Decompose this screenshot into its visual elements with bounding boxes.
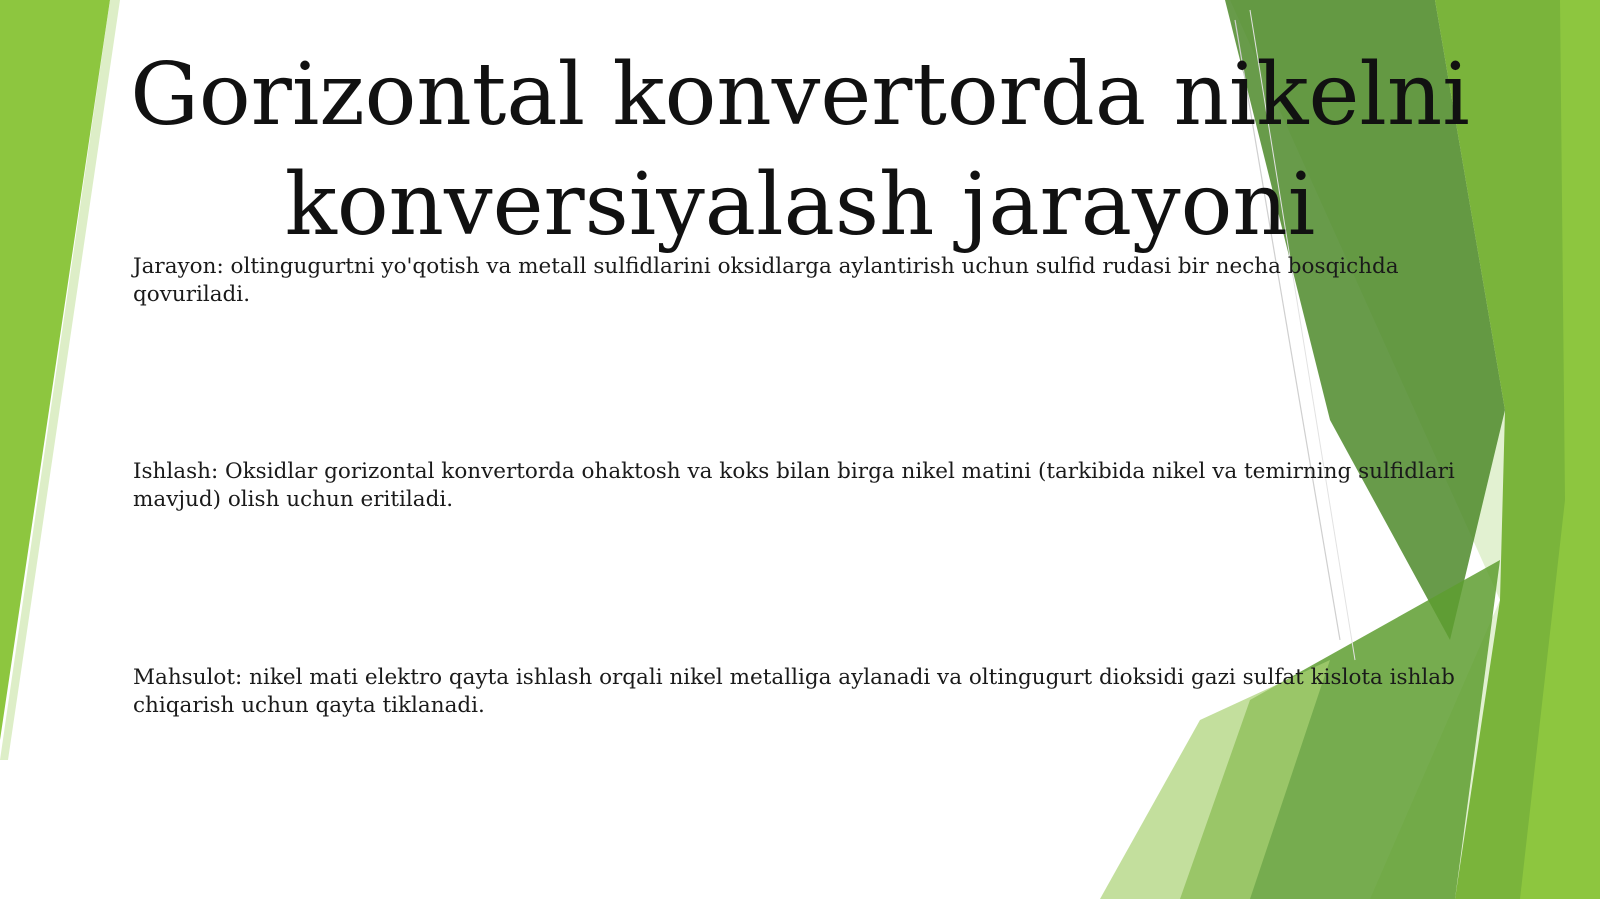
paragraph-mahsulot-line1: Mahsulot: nikel mati elektro qayta ishlash orqali nikel metalliga aylanadi va oltingugurt dioksidi gazi sulfat kislota ishlab [133, 665, 1455, 690]
paragraph-jarayon [133, 253, 1493, 309]
paragraph-mahsulot-line2: chiqarish uchun qayta tiklanadi. [133, 693, 485, 718]
slide-title-line2: konversiyalash jarayoni [284, 155, 1316, 255]
paragraph-ishlash-line2: mavjud) olish uchun eritiladi. [133, 487, 454, 512]
paragraph-jarayon-line2: qovuriladi. [133, 282, 251, 307]
slide-title [60, 40, 1540, 260]
paragraph-mahsulot [133, 664, 1493, 720]
slide-title-line1: Gorizontal konvertorda nikelni [130, 45, 1470, 145]
paragraph-ishlash-line1: Ishlash: Oksidlar gorizontal konvertorda ohaktosh va koks bilan birga nikel matini (tarkibida nikel va temirning sulfidlari [133, 459, 1455, 484]
paragraph-ishlash [133, 458, 1493, 514]
paragraph-jarayon-line1: Jarayon: oltingugurtni yo'qotish va metall sulfidlarini oksidlarga aylantirish uchun sulfid rudasi bir necha bosqichda [133, 254, 1399, 279]
